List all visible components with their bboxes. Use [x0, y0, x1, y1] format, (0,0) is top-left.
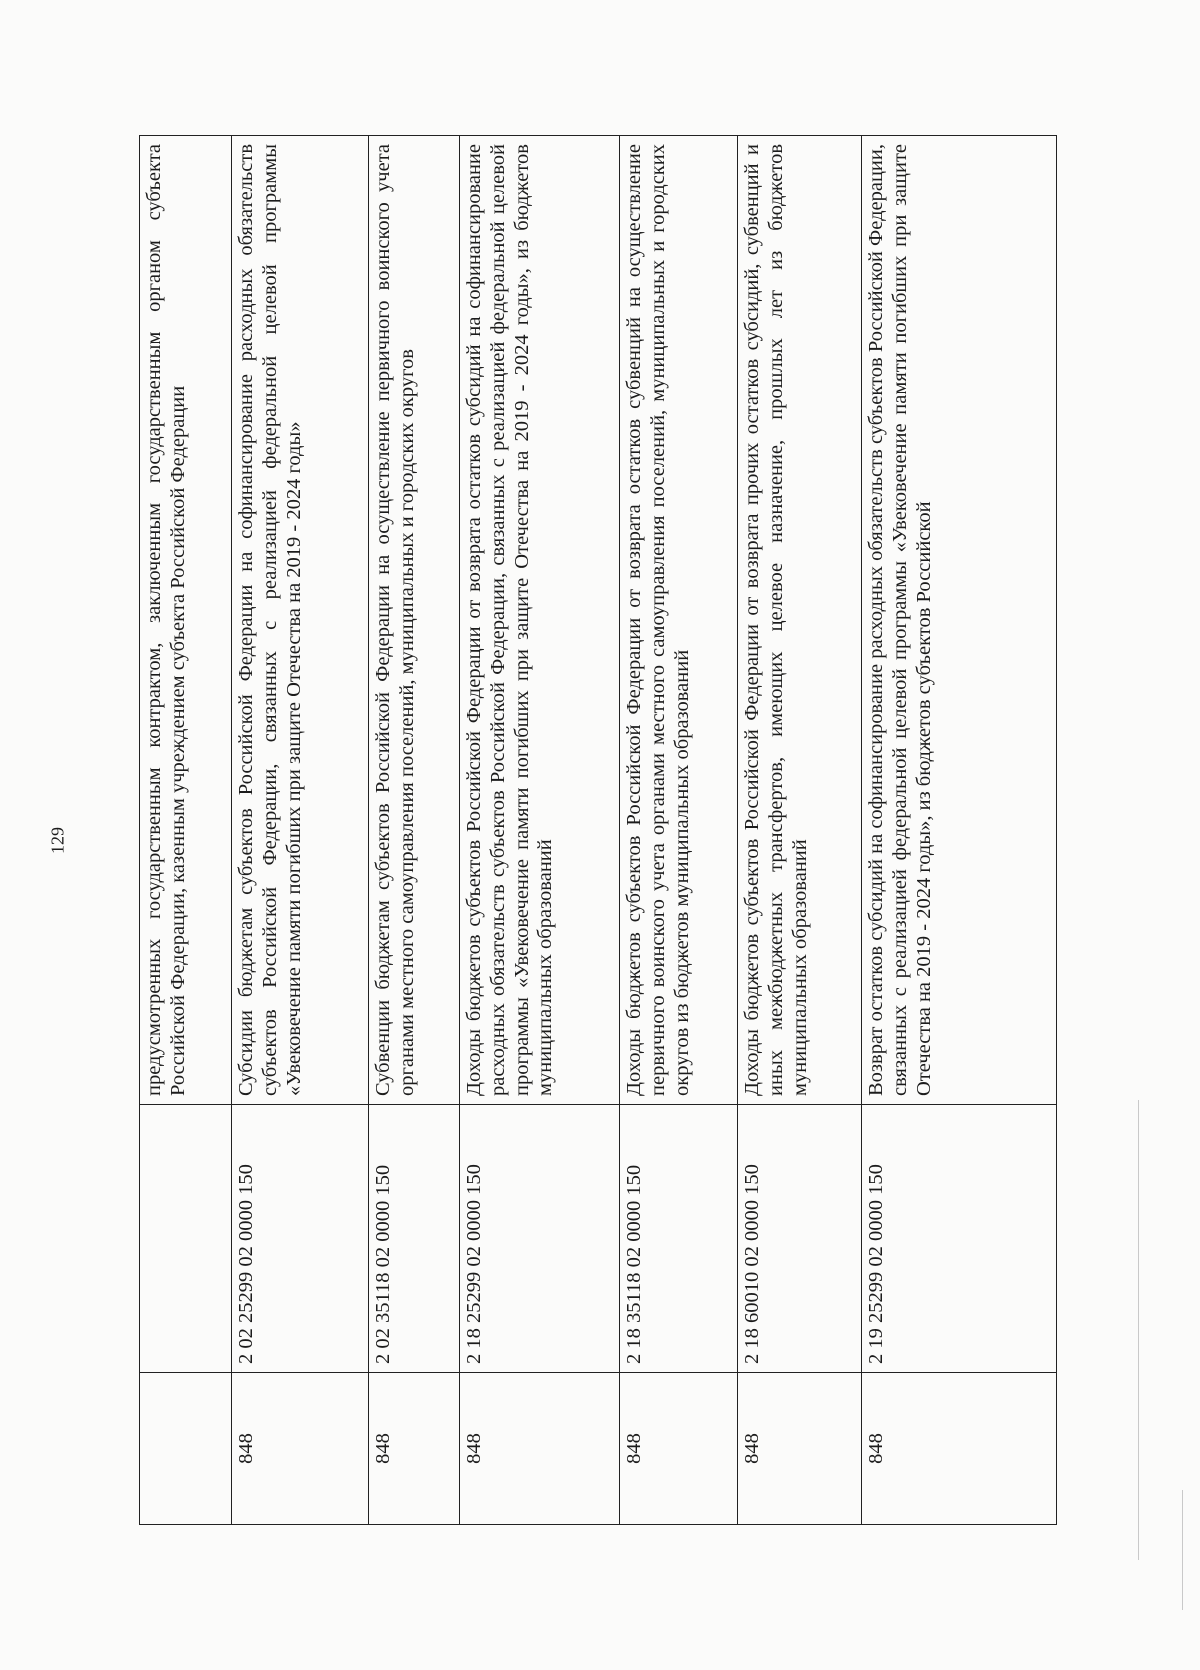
budget-code-cell: 2 18 35118 02 0000 150: [620, 1105, 738, 1373]
scan-edge-line: [1138, 1100, 1139, 1560]
description-cell: Субвенции бюджетам субъектов Российской Федерации на осуществление первичного воинского учета органами местного самоуправления поселений, муниципальных и городских округов: [369, 136, 460, 1105]
budget-code-cell: 2 18 60010 02 0000 150: [738, 1105, 862, 1373]
table-row: [232, 136, 369, 1525]
rotated-table-container: [139, 135, 1056, 1525]
admin-code-cell: 848: [460, 1373, 620, 1525]
description-cell: Доходы бюджетов субъектов Российской Федерации от возврата остатков субсидий на софинансирование расходных обязательств субъектов Российской Федерации, связанных с реализацией федеральной целевой программы «Увековечение памяти погибших при защите Отечества на 2019 - 2024 годы», из бюджетов муниципальных образований: [460, 136, 620, 1105]
table-row: [862, 136, 1057, 1525]
budget-code-cell: 2 19 25299 02 0000 150: [862, 1105, 1057, 1373]
description-cell: Субсидии бюджетам субъектов Российской Федерации на софинансирование расходных обязательств субъектов Российской Федерации, связанных с реализацией федеральной целевой программы «Увековечение памяти погибших при защите Отечества на 2019 - 2024 годы»: [232, 136, 369, 1105]
description-cell: Доходы бюджетов субъектов Российской Федерации от возврата прочих остатков субсидий, субвенций и иных межбюджетных трансфертов, имеющих целевое назначение, прошлых лет из бюджетов муниципальных образований: [738, 136, 862, 1105]
revenue-codes-table: [139, 135, 1057, 1525]
budget-code-cell: [140, 1105, 232, 1373]
page-number: 129: [47, 827, 68, 854]
admin-code-cell: 848: [738, 1373, 862, 1525]
table-row: [460, 136, 620, 1525]
table-row: [620, 136, 738, 1525]
budget-code-cell: 2 18 25299 02 0000 150: [460, 1105, 620, 1373]
admin-code-cell: 848: [862, 1373, 1057, 1525]
admin-code-cell: 848: [620, 1373, 738, 1525]
admin-code-cell: 848: [369, 1373, 460, 1525]
description-cell: Доходы бюджетов субъектов Российской Федерации от возврата остатков субвенций на осуществление первичного воинского учета органами местного самоуправления поселений, муниципальных и городских округов из бюджетов муниципальных образований: [620, 136, 738, 1105]
table-row: [140, 136, 232, 1525]
table-row: [738, 136, 862, 1525]
table-row: [369, 136, 460, 1525]
admin-code-cell: [140, 1373, 232, 1525]
description-cell: предусмотренных государственным контрактом, заключенным государственным органом субъекта Российской Федерации, казенным учреждением субъекта Российской Федерации: [140, 136, 232, 1105]
scan-edge-line: [1182, 1490, 1183, 1610]
rotated-table-frame: [139, 135, 1056, 1525]
budget-code-cell: 2 02 25299 02 0000 150: [232, 1105, 369, 1373]
admin-code-cell: 848: [232, 1373, 369, 1525]
description-cell: Возврат остатков субсидий на софинансирование расходных обязательств субъектов Российской Федерации, связанных с реализацией федеральной целевой программы «Увековечение памяти погибших при защите Отечества на 2019 - 2024 годы», из бюджетов субъектов Российской: [862, 136, 1057, 1105]
budget-code-cell: 2 02 35118 02 0000 150: [369, 1105, 460, 1373]
